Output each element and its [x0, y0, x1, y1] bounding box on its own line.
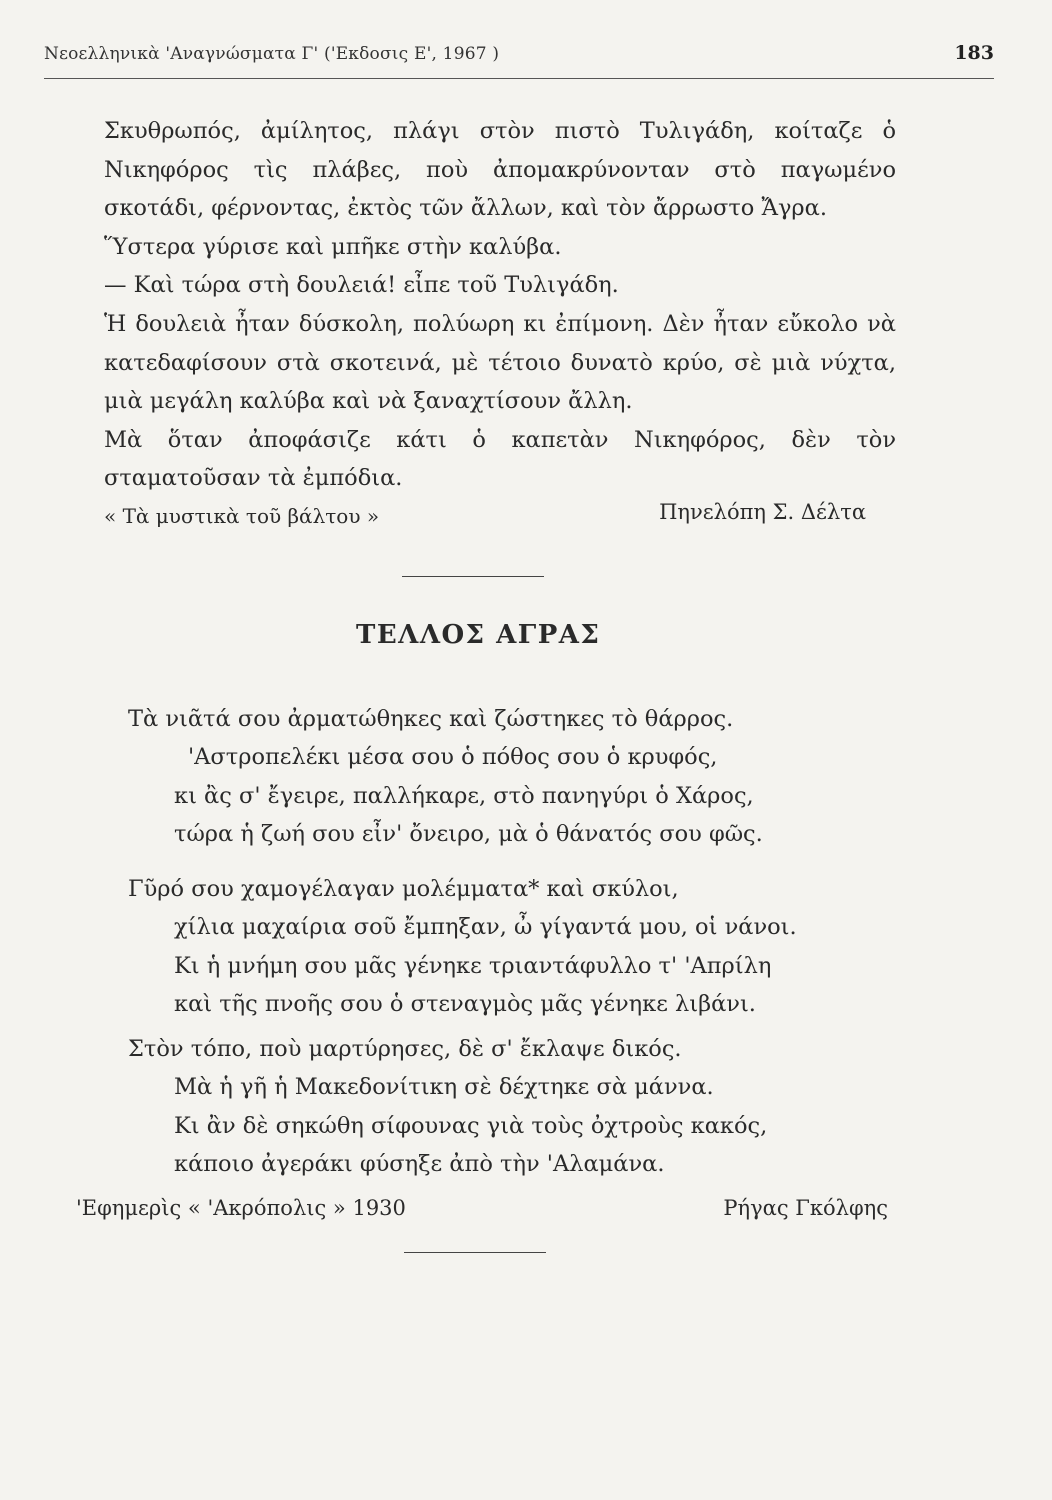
stanza: [0, 870, 797, 1023]
poem-title: ΤΕΛΛΟΣ ΑΓΡΑΣ: [356, 620, 601, 650]
section-divider: [404, 1252, 546, 1253]
paragraph: Σκυθρωπός, ἀμίλητος, πλάγι στὸν πιστὸ Τυλιγάδη, κοίταζε ὁ Νικηφόρος τὶς πλάβες, ποὺ ἀπομακρύνονταν στὸ παγωμένο σκοτάδι, φέρνοντας, ἐκτὸς τῶν ἄλλων, καὶ τὸν ἄρρωστο Ἄγρα.: [104, 118, 896, 222]
poem-line: Γῦρό σου χαμογέλαγαν μολέμματα* καὶ σκύλοι,: [128, 876, 679, 902]
stanza: [0, 700, 763, 853]
poem-line: κάποιο ἀγεράκι φύσηξε ἀπὸ τὴν 'Αλαμάνα.: [174, 1150, 665, 1177]
stanza: [0, 1030, 768, 1183]
source-author: Πηνελόπη Σ. Δέλτα: [659, 500, 866, 524]
publication-source: 'Εφημερὶς « 'Ακρόπολις » 1930: [76, 1196, 406, 1220]
book-title: Νεοελληνικὰ 'Αναγνώσματα Γ' ('Εκδοσις Ε', 1967 ): [44, 44, 500, 64]
paragraph: Μὰ ὅταν ἀποφάσιζε κάτι ὁ καπετὰν Νικηφόρος, δὲν τὸν σταματοῦσαν τὰ ἐμπόδια.: [104, 426, 896, 492]
section-divider: [402, 576, 544, 577]
poem-line: Μὰ ἡ γῆ ἡ Μακεδονίτικη σὲ δέχτηκε σὰ μάννα.: [174, 1074, 714, 1101]
poem-author: Ρήγας Γκόλφης: [723, 1196, 888, 1220]
paragraph: — Καὶ τώρα στὴ δουλειά! εἶπε τοῦ Τυλιγάδη.: [104, 272, 619, 299]
poem-line: Τὰ νιᾶτά σου ἀρματώθηκες καὶ ζώστηκες τὸ θάρρος.: [128, 706, 734, 732]
paragraph: Ἡ δουλειὰ ἦταν δύσκολη, πολύωρη κι ἐπίμονη. Δὲν ἦταν εὔκολο νὰ κατεδαφίσουν στὰ σκοτεινά, μὲ τέτοιο δυνατὸ κρύο, σὲ μιὰ νύχτα, μιὰ μεγάλη καλύβα καὶ νὰ ξαναχτίσουν ἄλλη.: [104, 310, 896, 415]
prose-excerpt: [104, 112, 896, 498]
poem-line: χίλια μαχαίρια σοῦ ἔμπηξαν, ὦ γίγαντά μου, οἱ νάνοι.: [174, 914, 797, 941]
poem-line: Κι ἂν δὲ σηκώθη σίφουνας γιὰ τοὺς ὀχτροὺς κακός,: [174, 1112, 768, 1139]
poem-attribution: [76, 1192, 888, 1228]
poem-line: 'Αστροπελέκι μέσα σου ὁ πόθος σου ὁ κρυφός,: [188, 744, 718, 771]
page-number: 183: [954, 42, 994, 64]
poem-line: κι ἂς σ' ἔγειρε, παλλήκαρε, στὸ πανηγύρι ὁ Χάρος,: [174, 782, 754, 809]
paragraph: Ὕστερα γύρισε καὶ μπῆκε στὴν καλύβα.: [104, 233, 562, 260]
source-work: « Τὰ μυστικὰ τοῦ βάλτου »: [104, 504, 380, 528]
poem-line: καὶ τῆς πνοῆς σου ὁ στεναγμὸς μᾶς γένηκε λιβάνι.: [174, 990, 756, 1017]
running-header: [44, 38, 994, 79]
prose-attribution: [104, 500, 866, 534]
poem-line: τώρα ἡ ζωή σου εἶν' ὄνειρο, μὰ ὁ θάνατός σου φῶς.: [174, 820, 763, 847]
poem-line: Στὸν τόπο, ποὺ μαρτύρησες, δὲ σ' ἔκλαψε δικός.: [128, 1036, 682, 1062]
poem-line: Κι ἡ μνήμη σου μᾶς γένηκε τριαντάφυλλο τ' 'Απρίλη: [174, 952, 772, 979]
